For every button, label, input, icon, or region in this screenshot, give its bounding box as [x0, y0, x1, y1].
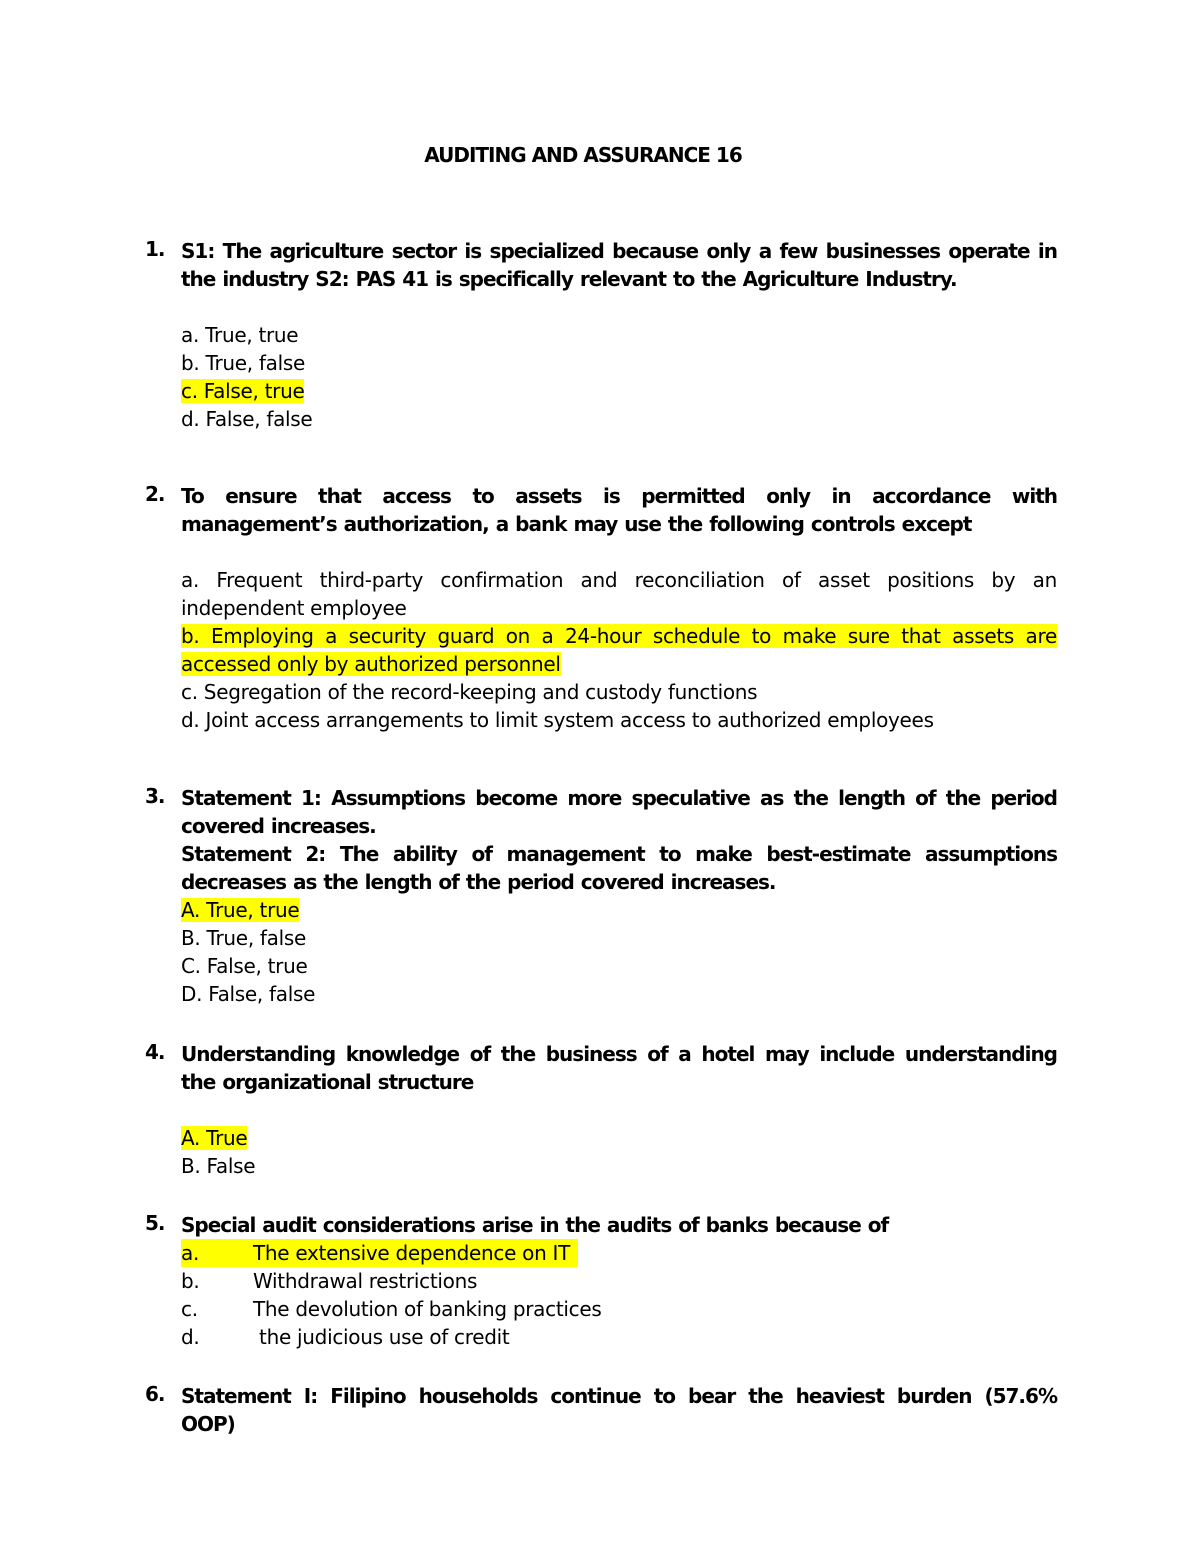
statement-2: Statement 2: The ability of management to make best-estimate assumptions decreases as the length of the period covered increases.	[181, 842, 1057, 894]
question-number: 5.	[145, 1211, 165, 1235]
statement-1: Statement 1: Assumptions become more speculative as the length of the period covered increases.	[181, 786, 1057, 838]
question-text: Special audit considerations arise in the audits of banks because of	[181, 1213, 889, 1237]
question-text: S1: The agriculture sector is specialized because only a few businesses operate in the industry S2: PAS 41 is specifically relevant to the Agriculture Industry.	[181, 239, 1057, 291]
option-d: d. False, false	[181, 407, 313, 431]
option-d: d. Joint access arrangements to limit system access to authorized employees	[181, 708, 934, 732]
option-c: c. Segregation of the record-keeping and custody functions	[181, 680, 758, 704]
question-4	[145, 1040, 1057, 1180]
question-number: 2.	[145, 482, 165, 506]
option-b: B. True, false	[181, 926, 307, 950]
question-6	[145, 1382, 1057, 1438]
option-a-answer: a. The extensive dependence on IT	[181, 1239, 1057, 1267]
question-text: Understanding knowledge of the business of a hotel may include understanding the organizational structure	[181, 1042, 1057, 1094]
question-number: 4.	[145, 1040, 165, 1064]
page-title: AUDITING AND ASSURANCE 16	[424, 143, 742, 167]
option-a: a. True, true	[181, 323, 299, 347]
question-number: 1.	[145, 237, 165, 261]
answer-options	[181, 896, 1057, 1008]
question-text: Statement I: Filipino households continue to bear the heaviest burden (57.6% OOP)	[181, 1384, 1057, 1436]
answer-options	[181, 321, 1057, 433]
answer-options	[181, 1124, 1057, 1180]
question-text: To ensure that access to assets is permitted only in accordance with management’s authorization, a bank may use the following controls except	[181, 484, 1057, 536]
option-a-answer: A. True, true	[181, 898, 300, 922]
option-d: d. the judicious use of credit	[181, 1325, 510, 1349]
option-b: B. False	[181, 1154, 256, 1178]
option-b: b. True, false	[181, 351, 305, 375]
question-1	[145, 237, 1057, 433]
question-3	[145, 784, 1057, 1008]
question-number: 3.	[145, 784, 165, 808]
answer-options	[181, 566, 1057, 734]
option-d: D. False, false	[181, 982, 316, 1006]
option-c-answer: c. False, true	[181, 379, 305, 403]
option-c: c. The devolution of banking practices	[181, 1297, 602, 1321]
option-a-answer: A. True	[181, 1126, 248, 1150]
option-b: b. Withdrawal restrictions	[181, 1269, 478, 1293]
option-b-answer: b. Employing a security guard on a 24-hour schedule to make sure that assets are accessed only by authorized personnel	[181, 624, 1057, 676]
option-c: C. False, true	[181, 954, 308, 978]
answer-options	[181, 1239, 1057, 1351]
question-number: 6.	[145, 1382, 165, 1406]
question-5	[145, 1211, 1057, 1351]
question-2	[145, 482, 1057, 734]
option-a: a. Frequent third-party confirmation and reconciliation of asset positions by an independent employee	[181, 568, 1057, 620]
